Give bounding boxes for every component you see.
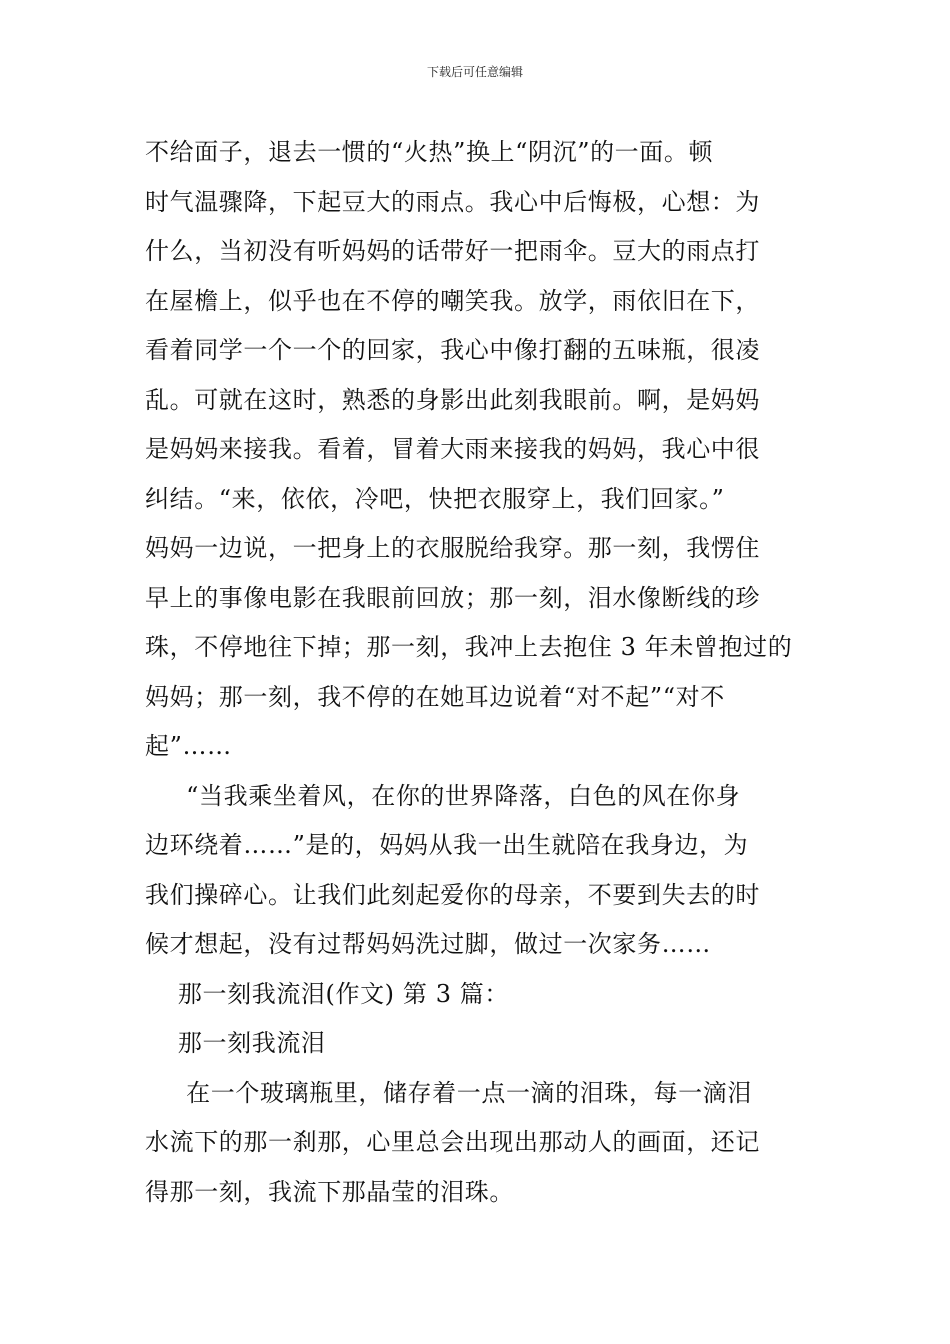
document-body [145,128,809,1217]
text-line: 妈妈；那一刻，我不停的在她耳边说着“对不起”“对不 [145,682,725,711]
text-line: 水流下的那一刹那，心里总会出现出那动人的画面，还记 [145,1128,760,1156]
text-line: 纠结。“来，依依，冷吧，快把衣服穿上，我们回家。” [145,484,725,513]
text-line: 候才想起，没有过帮妈妈洗过脚，做过一次家务…… [145,930,711,958]
text-line: 珠，不停地往下掉；那一刻，我冲上去抱住 3 年未曾抱过的 [145,633,793,661]
text-line: 看着同学一个一个的回家，我心中像打翻的五味瓶，很凌 [145,336,760,364]
text-line: 是妈妈来接我。看着，冒着大雨来接我的妈妈，我心中很 [145,435,760,463]
text-line: 不给面子，退去一惯的“火热”换上“阴沉”的一面。顿 [145,138,714,166]
section-heading: 那一刻我流泪(作文) 第 3 篇： [145,979,509,1008]
text-line: 起”…… [145,732,232,760]
text-line: 得那一刻，我流下那晶莹的泪珠。 [145,1177,514,1206]
text-line: 边环绕着……”是的，妈妈从我一出生就陪在我身边，为 [145,831,749,859]
page-header: 下载后可任意编辑 [426,65,523,79]
text-line: 在屋檐上，似乎也在不停的嘲笑我。放学，雨依旧在下， [145,286,760,315]
text-line: 我们操碎心。让我们此刻起爱你的母亲，不要到失去的时 [145,880,760,909]
text-line: “当我乘坐着风，在你的世界降落，白色的风在你身 [145,781,741,810]
text-line: 妈妈一边说，一把身上的衣服脱给我穿。那一刻，我愣住 [145,534,760,562]
text-line: 乱。可就在这时，熟悉的身影出此刻我眼前。啊，是妈妈 [145,385,760,414]
text-line: 在一个玻璃瓶里，储存着一点一滴的泪珠，每一滴泪 [145,1078,752,1107]
essay-title: 那一刻我流泪 [145,1029,326,1057]
text-line: 时气温骤降，下起豆大的雨点。我心中后悔极，心想：为 [145,187,760,216]
text-line: 什么，当初没有听妈妈的话带好一把雨伞。豆大的雨点打 [145,237,760,265]
text-line: 早上的事像电影在我眼前回放；那一刻，泪水像断线的珍 [145,583,760,612]
